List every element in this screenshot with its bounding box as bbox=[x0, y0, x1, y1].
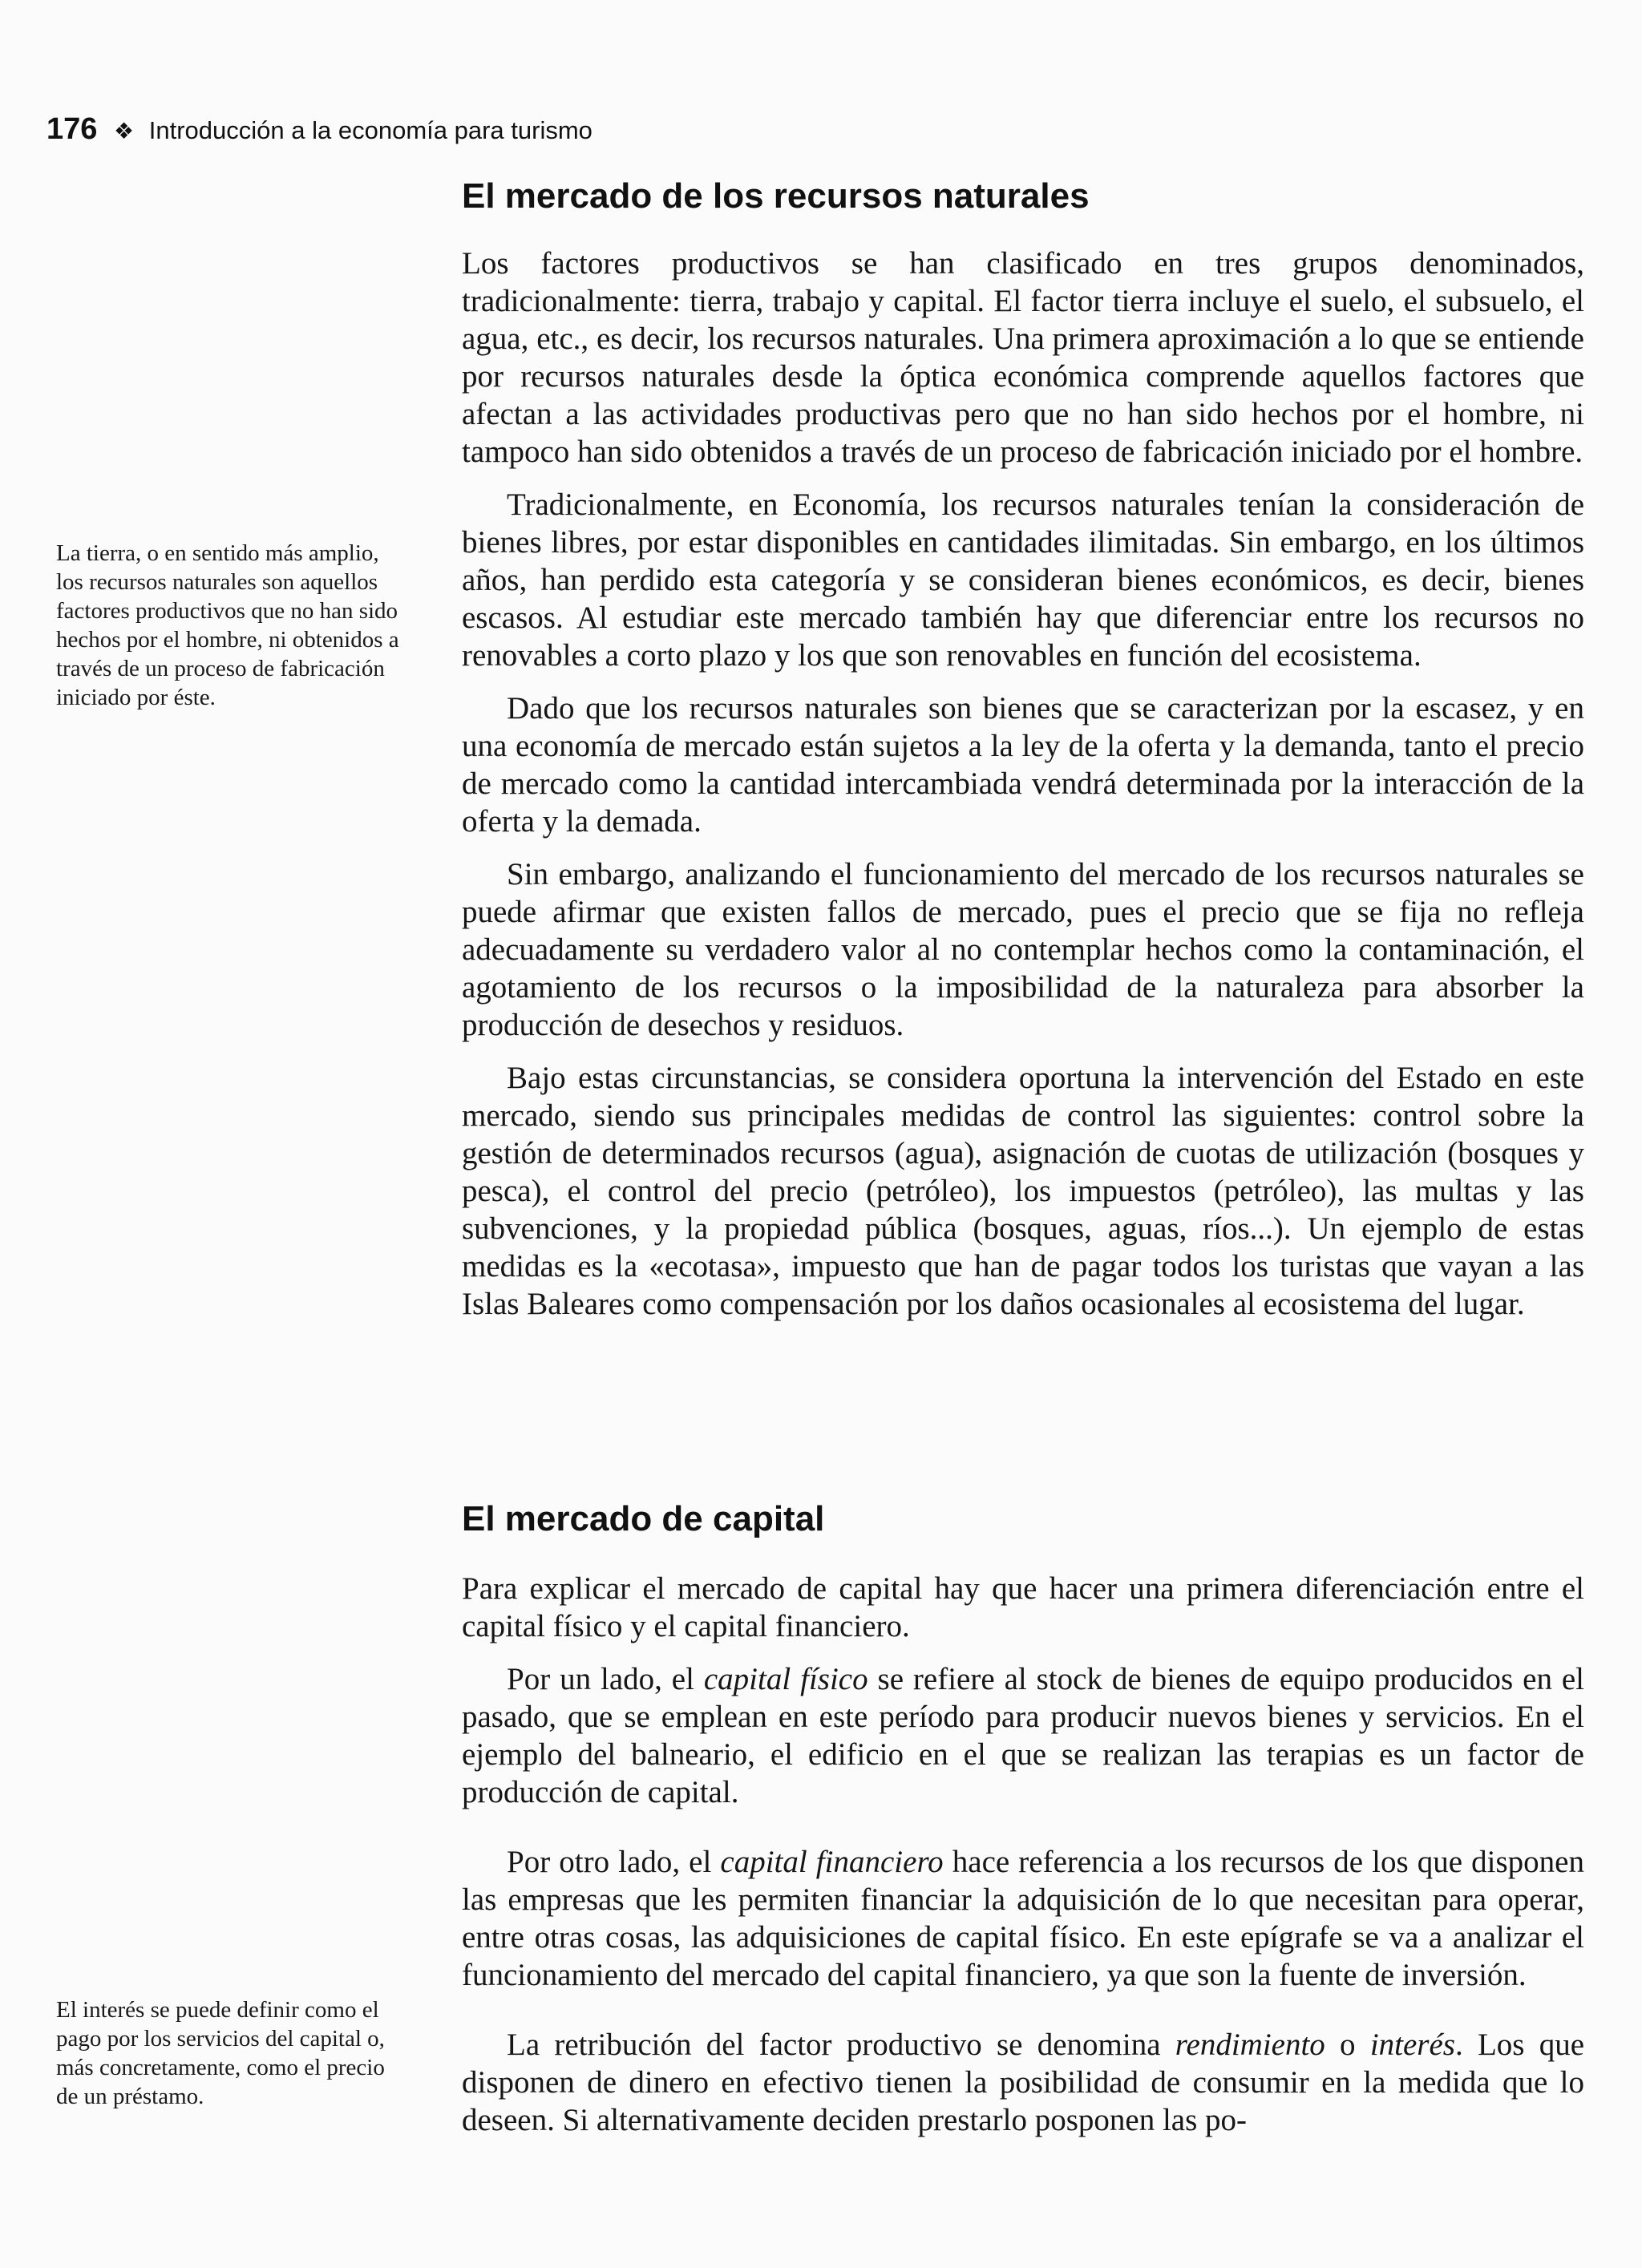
paragraph: La retribución del factor productivo se denomina rendimiento o interés. Los que disponen de dinero en efectivo tienen la posibilidad de consumir en la medida que lo deseen. Si alternativamente deciden prestarlo posponen las po- bbox=[462, 2027, 1585, 2137]
paragraph: Tradicionalmente, en Economía, los recursos naturales tenían la consideración de bienes libres, por estar disponibles en cantidades ilimitadas. Sin embargo, en los últimos años, han perdido esta categoría y se consideran bienes económicos, es decir, bienes escasos. Al estudiar este mercado también hay que diferenciar entre los recursos no renovables a corto plazo y los que son renovables en función del ecosistema. bbox=[462, 487, 1584, 673]
term-rendimiento: rendimiento bbox=[1175, 2027, 1325, 2062]
term-interes: interés bbox=[1369, 2027, 1455, 2062]
margin-note-tierra: La tierra, o en sentido más amplio, los recursos naturales son aquellos factores productivos que no han sido hechos por el hombre, ni obtenidos a través de un proceso de fabricación iniciado por éste. bbox=[56, 540, 399, 710]
paragraph: Por otro lado, el capital financiero hace referencia a los recursos de los que disponen las empresas que les permiten financiar la adquisición de lo que necesitan para operar, entre otras cosas, las adquisiciones de capital físico. En este epígrafe se va a analizar el funcionamiento del mercado del capital financiero, ya que son la fuente de inversión. bbox=[462, 1845, 1584, 1992]
paragraph: Por un lado, el capital físico se refiere al stock de bienes de equipo producidos en el pasado, que se emplean en este período para producir nuevos bienes y servicios. En el ejemplo del balneario, el edificio en el que se realizan las terapias es un factor de producción de capital. bbox=[462, 1662, 1585, 1809]
paragraph: Bajo estas circunstancias, se considera oportuna la intervención del Estado en este mercado, siendo sus principales medidas de control las siguientes: control sobre la gestión de determinados recursos (agua), asignación de cuotas de utilización (bosques y pesca), el control del precio (petróleo), los impuestos (petróleo), las multas y las subvenciones, y la propiedad pública (bosques, aguas, ríos...). Un ejemplo de estas medidas es la «ecotasa», impuesto que han de pagar todos los turistas que vayan a las Islas Baleares como compensación por los daños ocasionales al ecosistema del lugar. bbox=[462, 1061, 1584, 1321]
section-title-recursos-naturales: El mercado de los recursos naturales bbox=[462, 176, 1090, 216]
running-header bbox=[47, 112, 592, 147]
paragraph: Para explicar el mercado de capital hay que hacer una primera diferenciación entre el capital físico y el capital financiero. bbox=[462, 1571, 1584, 1643]
margin-note-interes: El interés se puede definir como el pago por los servicios del capital o, más concretamente, como el precio de un préstamo. bbox=[56, 1997, 385, 2109]
term-capital-financiero: capital financiero bbox=[720, 1845, 944, 1879]
paragraph: Dado que los recursos naturales son bienes que se caracterizan por la escasez, y en una economía de mercado están sujetos a la ley de la oferta y la demanda, tanto el precio de mercado como la cantidad intercambiada vendrá determinada por la interacción de la oferta y la demada. bbox=[462, 691, 1584, 839]
paragraph: Los factores productivos se han clasificado en tres grupos denominados, tradicionalmente: tierra, trabajo y capital. El factor tierra incluye el suelo, el subsuelo, el agua, etc., es decir, los recursos naturales. Una primera aproximación a lo que se entiende por recursos naturales desde la óptica económica comprende aquellos factores que afectan a las actividades productivas pero que no han sido hechos por el hombre, ni tampoco han sido obtenidos a través de un proceso de fabricación iniciado por el hombre. bbox=[462, 246, 1584, 469]
paragraph: Sin embargo, analizando el funcionamiento del mercado de los recursos naturales se puede afirmar que existen fallos de mercado, pues el precio que se fija no refleja adecuadamente su verdadero valor al no contemplar hechos como la contaminación, el agotamiento de los recursos o la imposibilidad de la naturaleza para absorber la producción de desechos y residuos. bbox=[462, 857, 1584, 1042]
page-number: 176 bbox=[47, 112, 98, 146]
book-title: Introducción a la economía para turismo bbox=[148, 116, 592, 144]
ornament-icon: ❖ bbox=[114, 119, 135, 144]
section-body-mercado-capital bbox=[462, 1570, 1584, 2154]
section-title-mercado-capital: El mercado de capital bbox=[462, 1499, 825, 1538]
term-capital-fisico: capital físico bbox=[703, 1662, 868, 1696]
section-body-recursos-naturales bbox=[462, 245, 1584, 1338]
